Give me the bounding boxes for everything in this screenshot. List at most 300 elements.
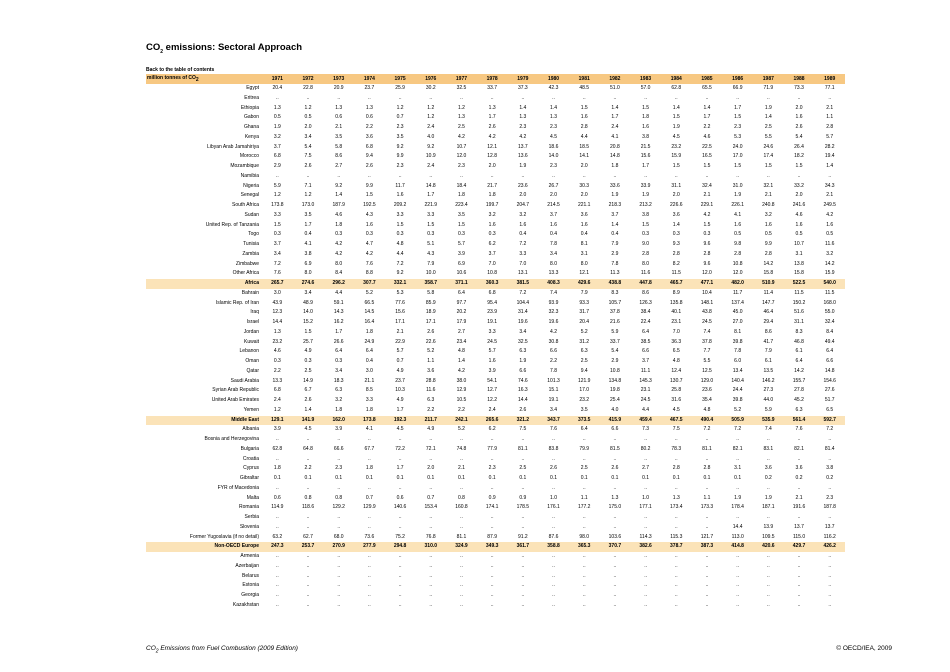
emission-value: 0.2 [764,475,772,481]
emission-value: .. [736,562,740,569]
emission-value: 4.8 [396,241,404,247]
emission-value: 3.6 [427,367,435,374]
emission-value: 0.7 [427,494,435,501]
emission-value: 22.5 [702,143,712,150]
emission-value: .. [705,455,709,462]
emission-value: 3.8 [642,133,650,140]
emission-value: 17.4 [763,153,774,160]
emission-value: 482.0 [722,279,753,289]
emission-value: 2.7 [642,465,650,472]
emission-value: 11.5 [794,289,804,296]
emission-value: 0.3 [672,231,680,238]
emission-value: 3.8 [642,211,650,218]
emission-value: .. [460,436,463,442]
emission-value: 11.7 [732,289,743,296]
emission-value: 0.3 [335,358,343,364]
emission-value: .. [613,562,617,569]
region-total-row [146,279,845,289]
emission-value: 121.9 [577,377,591,384]
emission-value: .. [275,562,279,569]
emission-value: 91.2 [517,533,528,540]
country-name: Albania [242,426,259,433]
emission-value: 3.1 [795,250,803,257]
table-row [146,562,845,572]
emission-value: 2.0 [795,192,803,199]
emission-value: 0.4 [304,231,312,238]
emission-value: 31.1 [794,319,804,325]
emission-value: 11.5 [825,289,835,296]
emission-value: 7.2 [273,260,281,267]
emission-value: 2.5 [580,358,588,364]
year-header: 1985 [692,74,723,84]
emission-value: 1.3 [611,494,619,501]
emission-value: .. [490,455,494,462]
emission-value: 4.9 [304,348,312,355]
emission-value: 3.3 [365,397,373,403]
emission-value: 178.5 [516,504,530,511]
emission-value: 1.5 [273,221,281,228]
emission-value: 95.4 [487,299,498,306]
emission-value: 5.3 [734,133,742,140]
emission-value: 0.2 [795,475,803,481]
emission-value: 0.3 [457,231,465,238]
emission-value: 1.7 [642,163,650,169]
emission-value: .. [552,172,555,179]
country-name: Middle East [146,416,262,426]
emission-value: 30.2 [425,85,436,91]
emission-value: 72.1 [425,445,436,452]
emission-value: 0.3 [273,358,281,364]
emission-value: .. [429,592,433,598]
emission-value: 118.6 [301,504,315,511]
emission-value: .. [736,601,740,608]
emission-value: 31.4 [517,309,528,316]
table-row [146,533,845,543]
emission-value: 1.8 [365,406,373,413]
emission-value: 3.6 [365,133,373,140]
emission-value: 13.7 [824,523,835,530]
emission-value: 14.2 [763,260,774,267]
emission-value: 1.5 [703,163,711,169]
emission-value: .. [337,592,341,598]
emission-value: 204.7 [516,202,530,208]
emission-value: .. [306,572,310,579]
emission-value: .. [337,562,341,569]
year-header: 1982 [600,74,631,84]
emission-value: 22.4 [640,319,651,325]
emission-value: 0.1 [457,475,465,481]
emission-value: 66.5 [364,299,375,306]
emission-value: 1.4 [550,104,557,111]
table-row [146,221,845,231]
emission-value: 23.7 [395,377,405,384]
emission-value: 11.7 [395,182,405,189]
emission-value: 10.8 [487,270,498,277]
emission-value: 114.3 [639,533,652,540]
emission-value: .. [674,455,678,462]
emission-value: 9.4 [580,367,588,374]
emission-value: 74.6 [517,377,528,384]
emission-value: 75.2 [395,533,405,540]
country-name: Libyan Arab Jamahiriya [207,143,259,150]
emission-value: .. [337,436,341,442]
emission-value: 2.8 [672,250,680,257]
emission-value: 447.8 [630,279,661,289]
emission-value: 57.0 [640,85,651,91]
emission-value: .. [797,455,801,462]
emission-value: 5.9 [764,406,772,413]
emission-value: .. [705,172,709,179]
emission-value: .. [736,436,740,442]
emission-value: .. [490,436,494,442]
emission-value: 173.0 [301,202,315,208]
emission-value: 7.0 [519,260,527,267]
emission-value: 1.7 [335,328,343,335]
emission-value: 15.6 [395,309,405,316]
emission-value: 510.9 [753,279,784,289]
emission-value: 72.2 [395,445,405,452]
emission-value: 176.1 [547,504,560,511]
emission-value: 294.8 [385,542,416,552]
emission-value: 13.1 [517,270,528,277]
emission-value: 8.5 [365,387,373,394]
emission-value: .. [736,553,740,559]
emission-value: .. [521,582,525,589]
emission-value: 36.3 [671,338,682,345]
emission-value: .. [337,601,341,608]
country-name: Croatia [242,455,259,462]
emission-value: 25.9 [395,85,405,91]
emission-value: 3.3 [488,328,496,335]
emission-value: 2.0 [519,192,527,199]
year-header: 1981 [569,74,600,84]
emission-value: 77.1 [824,85,835,91]
emission-value: .. [674,562,678,569]
emission-value: 7.9 [427,260,435,267]
emission-value: 7.0 [672,328,680,335]
emission-value: .. [429,582,433,589]
emission-value: 4.1 [304,241,312,247]
table-row [146,104,845,114]
table-header-row [146,74,845,84]
emission-value: .. [306,562,310,569]
emission-value: 9.6 [703,241,711,247]
emission-value: 174.1 [485,504,499,511]
emission-value: 6.6 [550,348,557,355]
emission-value: 4.2 [703,211,711,218]
emission-value: 73.6 [364,533,375,540]
emission-value: 37.3 [517,85,528,91]
emission-value: 6.7 [304,387,312,394]
table-row [146,396,845,406]
emission-value: 270.9 [323,542,354,552]
emission-value: 15.2 [303,319,313,325]
emission-value: 32.5 [456,85,467,91]
emission-value: 14.8 [425,182,436,189]
emission-value: .. [644,562,647,569]
emission-value: .. [429,484,433,491]
footer-copyright: © OECD/IEA, 2009 [836,645,892,652]
emission-value: 48.5 [579,85,590,91]
country-name: United Rep. of Tanzania [205,221,259,228]
emission-value: 25.8 [671,387,682,394]
emission-value: 3.4 [335,367,343,374]
emission-value: 12.0 [702,270,712,277]
emission-value: .. [705,601,709,608]
year-header: 1972 [293,74,324,84]
table-row [146,357,845,367]
emission-value: 459.4 [630,416,661,426]
emission-value: 4.0 [427,133,435,140]
emission-value: 33.2 [794,182,804,189]
emission-value: .. [368,582,371,589]
emission-value: 1.3 [457,114,465,121]
emission-value: 2.4 [427,163,435,169]
country-name: Senegal [240,192,259,199]
emission-value: 40.1 [671,309,682,316]
emission-value: 370.7 [600,542,631,552]
emission-value: .. [705,94,709,101]
emission-value: 12.2 [487,397,498,403]
emission-value: .. [398,572,402,579]
emission-value: 8.4 [335,270,343,277]
emission-value: 44.0 [763,397,774,403]
emission-value: 5.3 [396,289,404,296]
country-name: Malta [246,494,259,501]
emission-value: 426.2 [814,542,845,552]
country-name: Kuwait [243,338,259,345]
emission-value: 27.3 [763,387,774,394]
emission-value: .. [644,553,647,559]
emission-value: 438.8 [600,279,631,289]
emission-value: 1.8 [365,465,373,472]
emission-value: 13.3 [272,377,283,384]
emission-value: 0.1 [304,475,312,481]
emission-value: 18.6 [548,143,559,150]
emission-value: 2.7 [335,163,343,169]
emission-value: 387.3 [692,542,723,552]
emission-value: 2.8 [764,250,772,257]
emission-value: 15.9 [671,153,682,160]
emission-value: 20.8 [610,143,620,150]
emission-value: .. [306,553,310,559]
country-name: Bahrain [241,289,259,296]
emission-value: 15.8 [794,270,804,277]
emission-value: .. [429,436,433,442]
emission-value: 2.8 [642,250,650,257]
emission-value: 4.6 [795,211,803,218]
year-header: 1987 [753,74,784,84]
country-name: Eritrea [244,94,259,101]
emission-value: .. [644,592,647,598]
emission-value: 414.8 [722,542,753,552]
emission-value: .. [368,592,371,598]
emission-value: 67.7 [364,445,375,452]
emission-value: 146.2 [762,377,775,384]
emission-value: 0.8 [304,494,312,501]
table-row [146,318,845,328]
emission-value: 2.0 [795,104,803,111]
emission-value: 2.9 [611,250,619,257]
emission-value: 14.8 [824,367,835,374]
emission-value: .. [644,601,647,608]
table-row [146,308,845,318]
emission-value: .. [613,523,617,530]
emission-value: 1.6 [396,192,404,199]
back-to-contents-link[interactable]: Back to the table of contents [146,67,215,73]
emission-value: 48.9 [303,299,313,306]
emission-value: 4.2 [488,133,496,140]
emission-value: 4.5 [672,406,680,413]
emission-value: 15.6 [640,153,651,160]
emission-value: 14.8 [610,153,620,160]
emission-value: .. [368,553,371,559]
emission-value: 81.1 [517,445,528,452]
emission-value: .. [766,484,770,491]
emission-value: 4.4 [580,133,588,140]
table-row [146,406,845,416]
emission-value: 2.5 [580,465,588,472]
emission-value: 4.5 [396,426,404,433]
emission-value: 0.1 [611,475,619,481]
emission-value: 0.1 [488,475,496,481]
emission-value: 1.4 [457,358,465,364]
emission-value: 0.1 [335,475,343,481]
emission-value: .. [306,582,310,589]
emission-value: .. [552,436,555,442]
emission-value: 1.9 [642,192,650,199]
emission-value: .. [797,601,801,608]
emission-value: .. [552,553,555,559]
emission-value: 0.9 [519,494,527,501]
emission-value: 5.4 [611,348,619,355]
emission-value: .. [766,601,770,608]
emission-value: .. [766,562,770,569]
emission-value: 0.5 [734,231,742,238]
emission-value: 240.8 [762,202,775,208]
emission-value: 4.4 [335,289,343,296]
emission-value: 66.6 [333,445,344,452]
emission-value: 1.3 [672,494,680,501]
emission-value: 1.2 [427,104,435,111]
country-name: Bosnia and Herzegovina [204,436,259,442]
table-row [146,552,845,562]
emission-value: 1.8 [365,328,373,335]
emission-value: 3.2 [335,397,343,403]
emission-value: 2.8 [703,465,711,472]
emission-value: .. [306,514,310,520]
emission-value: 6.4 [826,348,834,355]
emission-value: 87.9 [487,533,498,540]
emission-value: 522.5 [784,279,815,289]
emission-value: 31.0 [732,182,743,189]
emission-value: .. [736,582,740,589]
emission-value: 1.4 [611,104,619,111]
emission-value: 9.2 [396,270,404,277]
emission-value: .. [552,601,555,608]
emission-value: 4.3 [365,211,373,218]
emission-value: 23.6 [517,182,528,189]
country-name: Bulgaria [240,445,259,452]
emission-value: .. [766,572,770,579]
emission-value: 8.1 [580,241,588,247]
emission-value: .. [828,94,832,101]
emission-value: 16.2 [333,319,344,325]
emission-value: 14.4 [732,523,743,530]
emission-value: .. [275,572,279,579]
table-row [146,289,845,299]
emission-value: 63.2 [272,533,283,540]
emission-value: 0.3 [642,231,650,238]
country-name: Non-OECD Europe [146,542,262,552]
emission-value: 4.8 [703,406,711,413]
emission-value: 535.9 [753,416,784,426]
emission-value: 1.5 [672,114,680,121]
emission-value: 2.2 [703,124,711,130]
emission-value: .. [582,484,586,491]
country-name: Islamic Rep. of Iran [215,299,259,306]
emission-value: 45.2 [794,397,804,403]
emission-value: .. [398,582,402,589]
emission-value: 23.1 [640,387,651,394]
emission-value: 1.4 [519,104,527,111]
table-row [146,84,845,94]
emission-value: 0.1 [703,475,711,481]
emission-value: 420.6 [753,542,784,552]
emission-value: 0.4 [550,231,557,238]
emission-value: 0.5 [826,231,834,238]
emission-value: 32.4 [824,319,835,325]
emission-value: 14.3 [333,309,344,316]
emission-value: 147.7 [762,299,775,306]
emission-value: 343.7 [538,416,569,426]
emission-value: 4.2 [457,367,465,374]
emission-value: 4.2 [519,133,527,140]
emission-value: .. [521,572,525,579]
emission-value: 3.2 [273,133,281,140]
emission-value: 1.3 [335,104,343,111]
emission-value: 1.6 [764,221,772,228]
emission-value: .. [460,582,463,589]
emission-value: 129.2 [332,504,345,511]
emission-value: .. [644,172,647,179]
emission-value: .. [521,514,525,520]
year-header: 1971 [262,74,293,84]
emission-value: .. [766,455,770,462]
emission-value: 1.5 [672,163,680,169]
emission-value: .. [613,592,617,598]
emission-value: .. [644,484,647,491]
table-row [146,162,845,172]
country-name: Former Yugoslavia (if no detail) [189,533,259,540]
emission-value: 31.7 [579,309,590,316]
emission-value: .. [582,514,586,520]
emission-value: 82.1 [732,445,743,452]
country-name: Kenya [244,133,259,140]
country-name: Syrian Arab Republic [212,387,259,394]
emission-value: 19.1 [548,397,559,403]
emission-value: 3.3 [427,211,435,218]
emission-value: .. [797,572,801,579]
emission-value: .. [582,436,586,442]
emission-value: 1.2 [273,192,281,199]
emission-value: .. [429,514,433,520]
emission-value: 2.2 [550,358,557,364]
emission-value: 3.4 [550,406,557,413]
emission-value: .. [429,553,433,559]
emission-value: 0.1 [365,475,373,481]
emission-value: 5.2 [427,348,435,355]
